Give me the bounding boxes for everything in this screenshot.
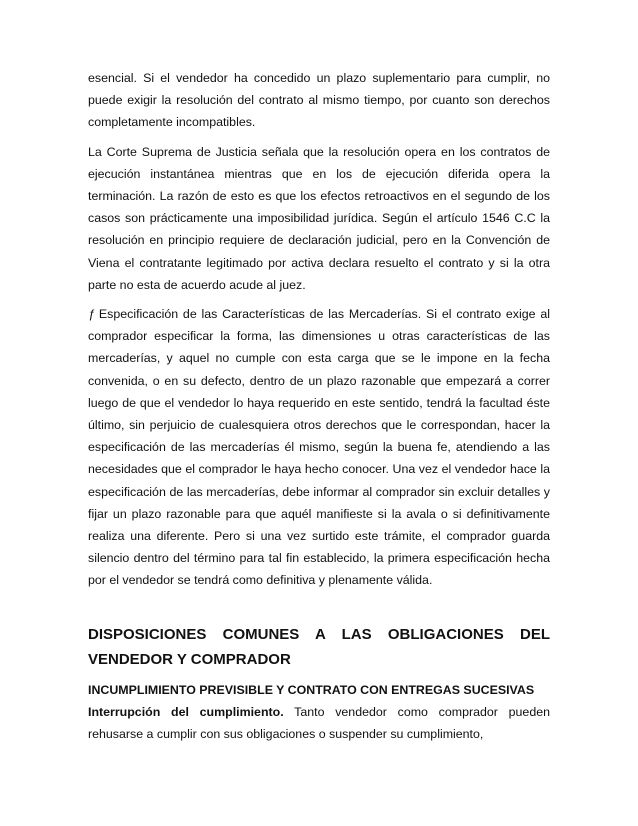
paragraph-esencial: esencial. Si el vendedor ha concedido un plazo suplementario para cumplir, no puede exigir la resolución del contrato al mismo tiempo, por cuanto son derechos completamente incompatibles.	[88, 71, 550, 130]
section-subheading: INCUMPLIMIENTO PREVISIBLE Y CONTRATO CON ENTREGAS SUCESIVAS	[88, 682, 535, 697]
document-page	[88, 67, 550, 745]
paragraph-especificacion-text: Especificación de las Características de las Mercaderías. Si el contrato exige al comprador especificar la forma, las dimensiones u otras características de las mercaderías, y aquel no cumple con esta carga que se le impone en la fecha convenida, o en su defecto, dentro de un plazo razonable que empezará a correr luego de que el vendedor lo haya requerido en este sentido, tendrá la facultad éste último, sin perjuicio de cualesquiera otros derechos que le correspondan, hacer la especificación de las mercaderías él mismo, según la buena fe, atendiendo a las necesidades que el comprador le haya hecho conocer. Una vez el vendedor hace la especificación de las mercaderías, debe informar al comprador sin excluir detalles y fijar un plazo razonable para que aquél manifieste si la avala o si definitivamente realiza una diferente. Pero si una vez surtido este trámite, el comprador guarda silencio dentro del término para tal fin establecido, la primera especificación hecha por el vendedor se tendrá como definitiva y plenamente válida.	[88, 307, 550, 588]
paragraph-interrupcion	[88, 701, 550, 745]
paragraph-especificacion	[88, 303, 550, 592]
paragraph-interrupcion-lead: Interrupción del cumplimiento.	[88, 704, 284, 719]
bullet-icon: ƒ	[88, 307, 95, 322]
paragraph-corte-suprema: La Corte Suprema de Justicia señala que la resolución opera en los contratos de ejecución instantánea mientras que en los de ejecución diferida opera la terminación. La razón de esto es que los efectos retroactivos en el segundo de los casos son prácticamente una imposibilidad jurídica. Según el artículo 1546 C.C la resolución en principio requiere de declaración judicial, pero en la Convención de Viena el contratante legitimado por activa declara resuelto el contrato y si la otra parte no esta de acuerdo acude al juez.	[88, 144, 550, 292]
paragraph-interrupcion-text: Tanto vendedor como comprador pueden rehusarse a cumplir con sus obligaciones o suspender su cumplimiento,	[88, 704, 550, 742]
section-title: DISPOSICIONES COMUNES A LAS OBLIGACIONES DEL VENDEDOR Y COMPRADOR	[88, 625, 550, 668]
